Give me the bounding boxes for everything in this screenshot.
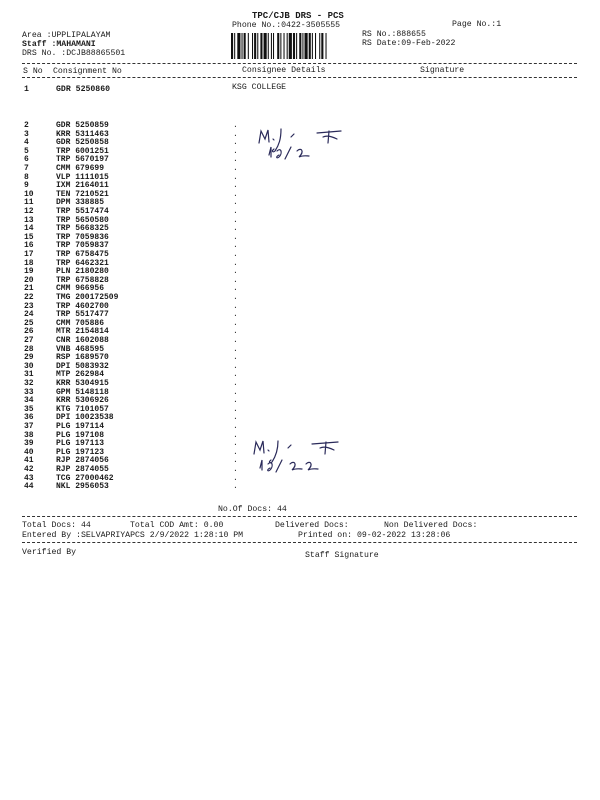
row-consignment: TRP 6758475 bbox=[56, 250, 109, 259]
row-dot: . bbox=[233, 310, 238, 320]
row-consignment: KTG 7101057 bbox=[56, 404, 109, 414]
row-dot: . bbox=[233, 275, 238, 285]
table-row bbox=[0, 397, 600, 405]
row-consignment: TRP 6758828 bbox=[56, 275, 109, 285]
row-consignment: RSP 1689570 bbox=[56, 353, 109, 363]
table-row bbox=[0, 225, 600, 233]
verified-by: Verified By bbox=[22, 548, 77, 557]
row-consignment: IXM 2164011 bbox=[56, 181, 109, 191]
row-dot: . bbox=[233, 250, 238, 259]
row-sno: 26 bbox=[24, 327, 34, 337]
rs-number: RS No.:888655 bbox=[362, 30, 426, 39]
table-row bbox=[0, 294, 600, 302]
table-row bbox=[0, 423, 600, 431]
row-dot: . bbox=[233, 224, 238, 234]
row-dot: . bbox=[233, 430, 238, 440]
area-label: Area :UPPLIPALAYAM bbox=[22, 31, 111, 40]
header-rule-top bbox=[22, 63, 577, 64]
non-delivered-docs: Non Delivered Docs: bbox=[384, 521, 478, 530]
row-dot: . bbox=[233, 164, 238, 173]
row-dot: . bbox=[233, 318, 238, 328]
row-consignment: TMG 200172509 bbox=[56, 293, 119, 302]
row-sno: 42 bbox=[24, 465, 34, 474]
row-sno: 33 bbox=[24, 387, 34, 397]
table-row bbox=[0, 354, 600, 362]
row-sno: 38 bbox=[24, 430, 34, 440]
row-dot: . bbox=[233, 181, 238, 191]
row-sno: 21 bbox=[24, 284, 34, 294]
row-dot: . bbox=[233, 396, 238, 406]
row-dot: . bbox=[233, 121, 238, 130]
row-consignment: TRP 5517474 bbox=[56, 207, 109, 216]
footer-rule-top bbox=[22, 516, 577, 517]
row-consignment: TRP 5668325 bbox=[56, 224, 109, 234]
row-consignment: DPI 10023538 bbox=[56, 413, 114, 423]
row-dot: . bbox=[233, 353, 238, 363]
table-row bbox=[0, 380, 600, 388]
entered-by: Entered By :SELVAPRIYAPCS 2/9/2022 1:28:10 PM bbox=[22, 531, 244, 540]
barcode bbox=[230, 33, 360, 59]
row-sno: 35 bbox=[24, 404, 34, 414]
row-sno: 14 bbox=[24, 224, 34, 234]
row-sno: 7 bbox=[24, 164, 29, 173]
table-row bbox=[0, 337, 600, 345]
row-1-consignment: GDR 5250860 bbox=[56, 85, 111, 94]
row-sno: 24 bbox=[24, 310, 34, 320]
row-consignment: PLG 197113 bbox=[56, 439, 105, 449]
row-consignment: TRP 6001251 bbox=[56, 146, 109, 156]
row-dot: . bbox=[233, 413, 238, 423]
table-row bbox=[0, 208, 600, 216]
row-consignment: TRP 5670197 bbox=[56, 155, 109, 165]
drs-number: DRS No. :DCJB88865501 bbox=[22, 49, 126, 58]
row-consignment: GDR 5250859 bbox=[56, 121, 109, 130]
row-dot: . bbox=[233, 172, 238, 182]
row-consignment: TRP 7059836 bbox=[56, 232, 109, 242]
row-sno: 13 bbox=[24, 215, 34, 225]
row-consignment: PLG 197108 bbox=[56, 430, 105, 440]
row-consignment: RJP 2874056 bbox=[56, 456, 109, 466]
total-cod-amount: Total COD Amt: 0.00 bbox=[130, 521, 224, 530]
row-dot: . bbox=[233, 146, 238, 156]
row-dot: . bbox=[233, 198, 238, 208]
row-consignment: VNB 468595 bbox=[56, 344, 105, 354]
rs-date: RS Date:09-Feb-2022 bbox=[362, 39, 456, 48]
row-dot: . bbox=[233, 155, 238, 165]
table-row bbox=[0, 182, 600, 190]
row-dot: . bbox=[233, 422, 238, 431]
row-dot: . bbox=[233, 465, 238, 474]
row-sno: 32 bbox=[24, 379, 34, 388]
row-sno: 3 bbox=[24, 129, 29, 139]
row-consignment: DPM 338885 bbox=[56, 198, 105, 208]
no-of-docs: No.Of Docs: 44 bbox=[218, 505, 287, 514]
row-dot: . bbox=[233, 344, 238, 354]
row-consignment: TRP 4602700 bbox=[56, 301, 109, 311]
row-dot: . bbox=[233, 189, 238, 199]
row-dot: . bbox=[233, 241, 238, 251]
row-sno: 16 bbox=[24, 241, 34, 251]
row-dot: . bbox=[233, 232, 238, 242]
row-dot: . bbox=[233, 293, 238, 302]
row-sno: 2 bbox=[24, 121, 29, 130]
row-sno: 41 bbox=[24, 456, 34, 466]
row-1-consignee: KSG COLLEGE bbox=[232, 83, 287, 92]
row-sno: 22 bbox=[24, 293, 34, 302]
row-sno: 44 bbox=[24, 482, 34, 492]
row-sno: 5 bbox=[24, 146, 29, 156]
col-sno: S No bbox=[23, 67, 43, 76]
row-dot: . bbox=[233, 336, 238, 345]
row-sno: 34 bbox=[24, 396, 34, 406]
col-consignee: Consignee Details bbox=[242, 66, 326, 75]
row-dot: . bbox=[233, 447, 238, 457]
staff-label: Staff :MAHAMANI bbox=[22, 40, 96, 49]
col-consignment: Consignment No bbox=[53, 67, 122, 76]
row-dot: . bbox=[233, 138, 238, 148]
page-number: Page No.:1 bbox=[452, 20, 502, 29]
row-consignment: CMM 705886 bbox=[56, 318, 105, 328]
table-row bbox=[0, 165, 600, 173]
row-dot: . bbox=[233, 284, 238, 294]
row-consignment: MTR 2154814 bbox=[56, 327, 109, 337]
row-sno: 27 bbox=[24, 336, 34, 345]
row-dot: . bbox=[233, 207, 238, 216]
row-dot: . bbox=[233, 327, 238, 337]
row-sno: 28 bbox=[24, 344, 34, 354]
row-dot: . bbox=[233, 258, 238, 268]
row-consignment: KRR 5311463 bbox=[56, 129, 109, 139]
row-consignment: RJP 2874055 bbox=[56, 465, 109, 474]
row-dot: . bbox=[233, 370, 238, 380]
footer-rule-bottom bbox=[22, 542, 577, 543]
row-consignment: NKL 2956053 bbox=[56, 482, 109, 492]
row-dot: . bbox=[233, 482, 238, 492]
row-sno: 36 bbox=[24, 413, 34, 423]
table-row bbox=[0, 268, 600, 276]
printed-on: Printed on: 09-02-2022 13:28:06 bbox=[298, 531, 451, 540]
row-sno: 19 bbox=[24, 267, 34, 277]
row-sno: 43 bbox=[24, 473, 34, 483]
row-consignment: CMM 966956 bbox=[56, 284, 105, 294]
row-consignment: TRP 5517477 bbox=[56, 310, 109, 320]
row-consignment: KRR 5306926 bbox=[56, 396, 109, 406]
row-consignment: CNR 1602088 bbox=[56, 336, 109, 345]
handwritten-signature bbox=[255, 125, 365, 163]
row-dot: . bbox=[233, 215, 238, 225]
row-sno: 40 bbox=[24, 447, 34, 457]
row-sno: 15 bbox=[24, 232, 34, 242]
row-consignment: DPI 5083932 bbox=[56, 361, 109, 371]
row-dot: . bbox=[233, 301, 238, 311]
row-dot: . bbox=[233, 129, 238, 139]
row-consignment: GDR 5250858 bbox=[56, 138, 109, 148]
row-consignment: MTP 262984 bbox=[56, 370, 105, 380]
row-consignment: PLN 2180280 bbox=[56, 267, 109, 277]
row-dot: . bbox=[233, 387, 238, 397]
row-sno: 25 bbox=[24, 318, 34, 328]
row-sno: 6 bbox=[24, 155, 29, 165]
row-consignment: TCG 27000462 bbox=[56, 473, 114, 483]
row-sno: 37 bbox=[24, 422, 34, 431]
row-consignment: PLG 197114 bbox=[56, 422, 105, 431]
handwritten-signature-2 bbox=[250, 438, 360, 476]
row-consignment: KRR 5304915 bbox=[56, 379, 109, 388]
row-sno: 11 bbox=[24, 198, 34, 208]
row-1-sno: 1 bbox=[24, 85, 29, 94]
row-dot: . bbox=[233, 456, 238, 466]
table-row bbox=[0, 311, 600, 319]
staff-signature-label: Staff Signature bbox=[305, 551, 379, 560]
table-row bbox=[0, 251, 600, 259]
phone-number: Phone No.:0422-3505555 bbox=[232, 21, 341, 30]
delivered-docs: Delivered Docs: bbox=[275, 521, 349, 530]
row-consignment: PLG 197123 bbox=[56, 447, 105, 457]
row-consignment: VLP 1111015 bbox=[56, 172, 109, 182]
row-sno: 29 bbox=[24, 353, 34, 363]
row-consignment: CMM 679699 bbox=[56, 164, 105, 173]
document-title: TPC/CJB DRS - PCS bbox=[252, 11, 344, 21]
row-sno: 10 bbox=[24, 189, 34, 199]
row-sno: 31 bbox=[24, 370, 34, 380]
row-sno: 9 bbox=[24, 181, 29, 191]
row-consignment: TRP 7059837 bbox=[56, 241, 109, 251]
row-consignment: TRP 5650580 bbox=[56, 215, 109, 225]
row-consignment: GPM 5148118 bbox=[56, 387, 109, 397]
row-sno: 18 bbox=[24, 258, 34, 268]
row-sno: 12 bbox=[24, 207, 34, 216]
row-dot: . bbox=[233, 267, 238, 277]
row-consignment: TEN 7210521 bbox=[56, 189, 109, 199]
row-sno: 4 bbox=[24, 138, 29, 148]
row-sno: 39 bbox=[24, 439, 34, 449]
col-signature: Signature bbox=[420, 66, 465, 75]
row-dot: . bbox=[233, 473, 238, 483]
row-sno: 23 bbox=[24, 301, 34, 311]
row-dot: . bbox=[233, 404, 238, 414]
row-sno: 17 bbox=[24, 250, 34, 259]
row-dot: . bbox=[233, 361, 238, 371]
row-sno: 30 bbox=[24, 361, 34, 371]
row-dot: . bbox=[233, 439, 238, 449]
table-row bbox=[0, 483, 600, 491]
row-dot: . bbox=[233, 379, 238, 388]
total-docs: Total Docs: 44 bbox=[22, 521, 91, 530]
row-sno: 20 bbox=[24, 275, 34, 285]
row-sno: 8 bbox=[24, 172, 29, 182]
header-rule-bottom bbox=[22, 77, 577, 78]
row-consignment: TRP 6462321 bbox=[56, 258, 109, 268]
